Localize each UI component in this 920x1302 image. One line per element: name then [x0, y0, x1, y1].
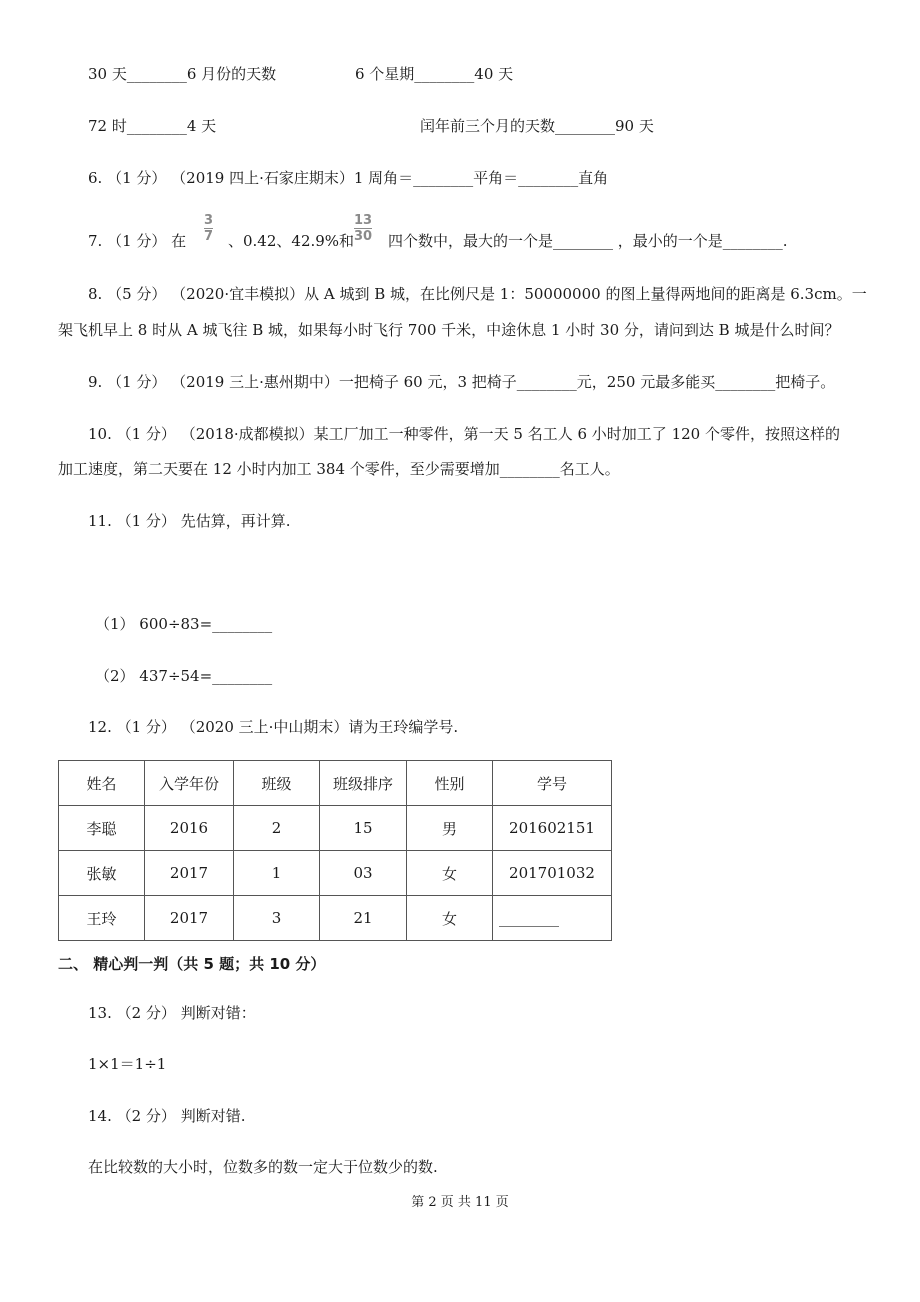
table-header: 班级	[234, 761, 320, 806]
table-cell: 2016	[145, 806, 234, 851]
table-cell: 21	[320, 896, 407, 941]
table-cell: 15	[320, 806, 407, 851]
table-cell: 王玲	[59, 896, 145, 941]
question-11: 11. （1 分） 先估算，再计算.	[88, 512, 291, 530]
question-12: 12. （1 分） （2020 三上·中山期末）请为王玲编学号.	[88, 718, 459, 736]
question-7-prefix: 7. （1 分） 在	[88, 232, 187, 250]
question-13: 13. （2 分） 判断对错：	[88, 1004, 256, 1022]
question-14-content: 在比较数的大小时，位数多的数一定大于位数少的数.	[88, 1158, 438, 1176]
fraction-denominator: 7	[204, 229, 214, 244]
page-footer: 第 2 页 共 11 页	[411, 1195, 509, 1210]
table-row	[59, 806, 612, 851]
fraction-denominator: 30	[354, 229, 373, 244]
question-7-suffix: 四个数中，最大的一个是________ ，最小的一个是________.	[388, 232, 788, 250]
question-11-sub1: （1） 600÷83=________	[95, 615, 273, 633]
section-heading: 二、 精心判一判（共 5 题；共 10 分）	[58, 955, 326, 973]
table-cell: 2017	[145, 851, 234, 896]
fraction-13-30	[354, 214, 372, 243]
table-header: 入学年份	[145, 761, 234, 806]
question-8-line1: 8. （5 分） （2020·宜丰模拟）从 A 城到 B 城，在比例尺是 1：50000000 的图上量得两地间的距离是 6.3cm。一	[88, 285, 867, 303]
table-row	[59, 851, 612, 896]
table-cell: 2017	[145, 896, 234, 941]
question-7-middle: 、0.42、42.9%和	[228, 232, 355, 250]
table-cell: 女	[407, 851, 493, 896]
table-cell: 201701032	[493, 851, 612, 896]
table-cell: 男	[407, 806, 493, 851]
fraction-numerator: 3	[204, 213, 214, 228]
question-9: 9. （1 分） （2019 三上·惠州期中）一把椅子 60 元，3 把椅子________元，250 元最多能买________把椅子。	[88, 373, 836, 391]
student-id-table	[58, 760, 612, 941]
question-14: 14. （2 分） 判断对错.	[88, 1107, 246, 1125]
table-cell: 03	[320, 851, 407, 896]
table-cell: 2	[234, 806, 320, 851]
table-header: 性别	[407, 761, 493, 806]
question-11-sub2: （2） 437÷54=________	[95, 667, 273, 685]
question-8-line2: 架飞机早上 8 时从 A 城飞往 B 城，如果每小时飞行 700 千米，中途休息 1 小时 30 分，请问到达 B 城是什么时间？	[58, 321, 840, 339]
blank-compare-4: 闰年前三个月的天数________90 天	[420, 117, 654, 135]
table-cell: 李聪	[59, 806, 145, 851]
question-6: 6. （1 分） （2019 四上·石家庄期末）1 周角＝________平角＝________直角	[88, 169, 609, 187]
table-row	[59, 896, 612, 941]
table-cell: 201602151	[493, 806, 612, 851]
table-header: 学号	[493, 761, 612, 806]
table-cell: 女	[407, 896, 493, 941]
answer-blank-cell: ________	[493, 896, 612, 941]
fraction-numerator: 13	[354, 213, 373, 228]
table-cell: 张敏	[59, 851, 145, 896]
table-header: 姓名	[59, 761, 145, 806]
question-13-content: 1×1＝1÷1	[88, 1055, 167, 1073]
table-cell: 1	[234, 851, 320, 896]
blank-compare-2: 6 个星期________40 天	[355, 65, 514, 83]
question-10-line2: 加工速度，第二天要在 12 小时内加工 384 个零件，至少需要增加________名工人。	[58, 460, 620, 478]
blank-compare-3: 72 时________4 天	[88, 117, 217, 135]
table-cell: 3	[234, 896, 320, 941]
table-header-row	[59, 761, 612, 806]
fraction-3-7	[204, 214, 213, 243]
blank-compare-1: 30 天________6 月份的天数	[88, 65, 277, 83]
table-header: 班级排序	[320, 761, 407, 806]
question-10-line1: 10. （1 分） （2018·成都模拟）某工厂加工一种零件，第一天 5 名工人 6 小时加工了 120 个零件，按照这样的	[88, 425, 840, 443]
